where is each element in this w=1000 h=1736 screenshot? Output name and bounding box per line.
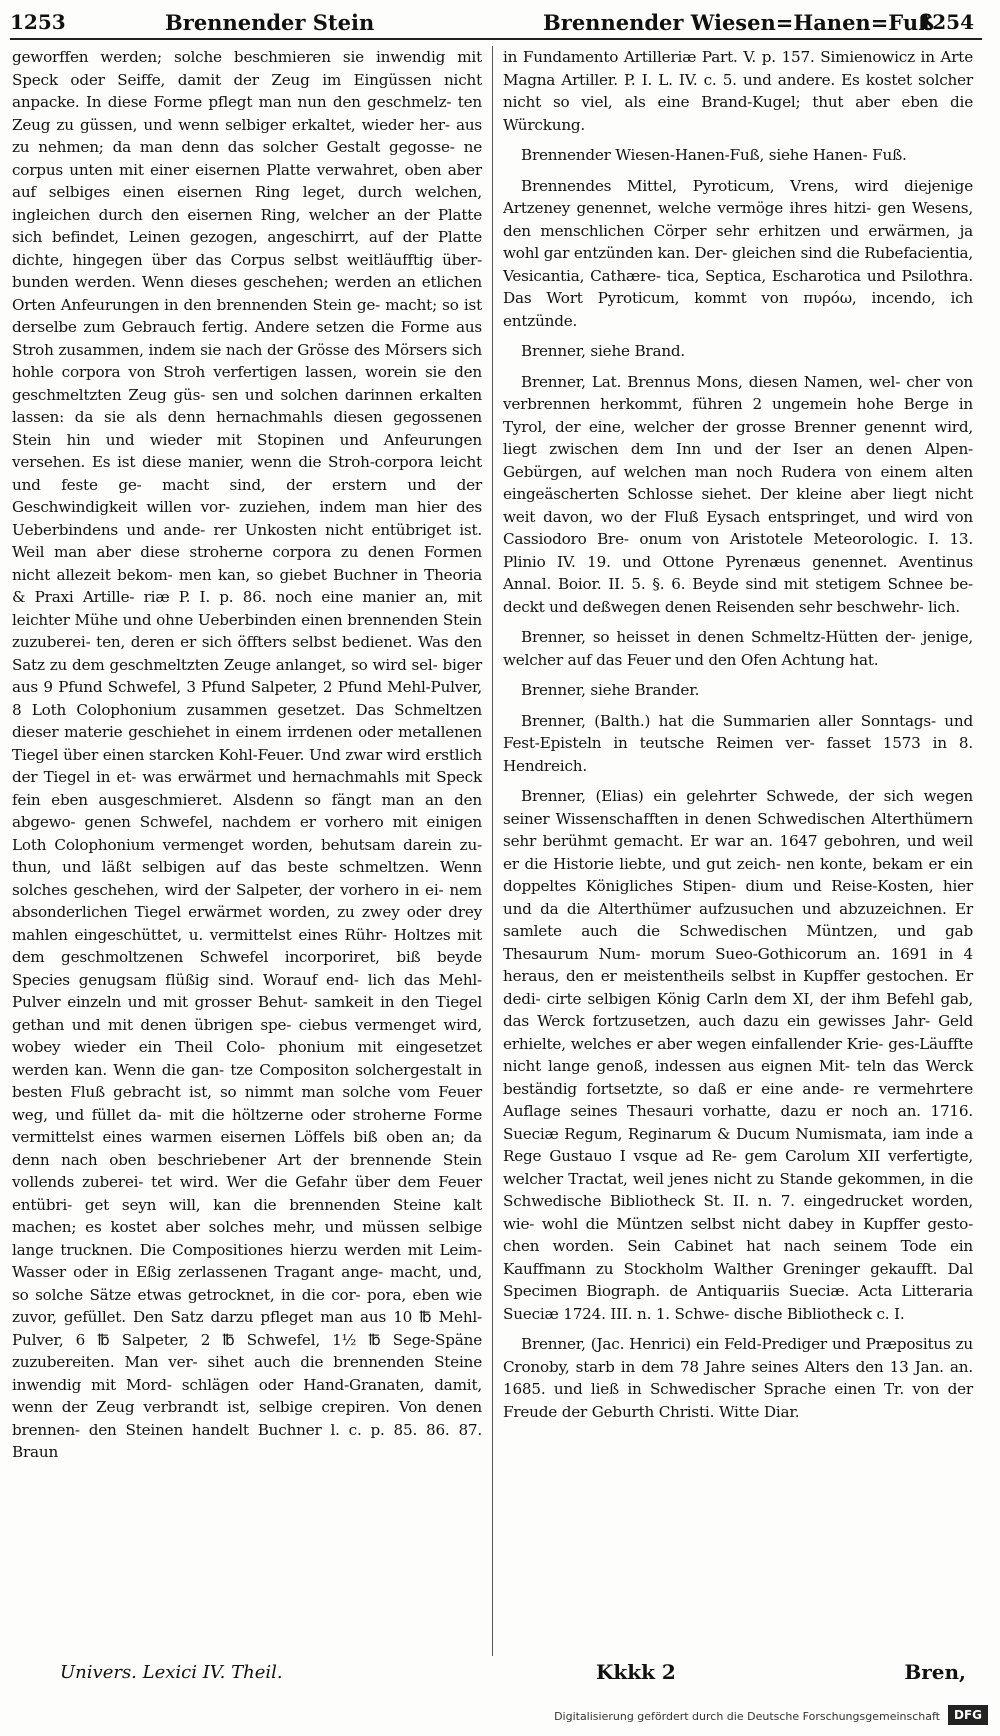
entry-brenner-brander: Brenner, siehe Brander. <box>521 681 700 699</box>
entry-continuation: in Fundamento Artilleriæ Part. V. p. 157. Simienowicz in Arte Magna Artiller. P. I. L. IV. c. 5. und andere. Es kostet solcher nicht so viel, als eine Brand-Kugel; thut aber eben die Würckung. <box>503 48 973 134</box>
column-divider <box>492 46 493 1656</box>
header-rule <box>10 38 982 40</box>
left-column <box>12 46 482 1472</box>
dfg-logo: DFG <box>948 1705 988 1725</box>
entry-brenner-huetten: Brenner, so heisset in denen Schmeltz-Hütten der- jenige, welcher auf das Feuer und den Ofen Achtung hat. <box>503 628 973 669</box>
quire-mark: Kkkk 2 <box>596 1660 676 1684</box>
entry-brenner-jac: Brenner, (Jac. Henrici) ein Feld-Prediger und Præpositus zu Cronoby, starb in dem 78 Jahre seines Alters den 13 Jan. an. 1685. und ließ in Schwedischer Sprache einen Tr. von der Freude der Geburth Christi. Witte Diar. <box>503 1335 973 1421</box>
running-header <box>0 2 1000 40</box>
left-paragraph: geworffen werden; solche beschmieren sie inwendig mit Speck oder Seiffe, damit der Zeug im Eingüssen nicht anpacke. In diese Forme pflegt man nun den geschmelz- ten Zeug zu güssen, und wenn selbiger erkaltet, wieder her- aus zu nehmen; da man denn das solcher Gestalt gegosse- ne corpus unten mit einer eisernen Platte verwahret, oben aber auf selbiges einen eisernen Ring leget, durch welchen, ingleichen durch den eisernen Ring, welcher an der Platte sich befindet, Leinen gezogen, angeschirrt, auf der Platte dichte, hingegen über das Corpus selbst weitläufftig über- bunden werden. Wenn dieses geschehen; werden an etlichen Orten Anfeurungen in den brennenden Stein ge- macht; so ist derselbe zum Gebrauch fertig. Andere setzen die Forme aus Stroh zusammen, indem sie nach der Grösse des Mörsers sich hohle corpora von Stroh verfertigen lassen, worein sie den geschmeltzten Zeug güs- sen und solchen darinnen erkalten lassen: da sie als denn hernachmahls diesen gegossenen Stein hin und wieder mit Stopinen und Anfeurungen versehen. Es ist diese manier, wenn die Stroh-corpora leicht und feste ge- macht sind, der erstern und der Geschwindigkeit willen vor- zuziehen, indem man hier des Ueberbindens und ande- rer Unkosten nicht entübriget ist. Weil man aber diese stroherne corpora zu denen Formen nicht allezeit bekom- men kan, so giebet Buchner in Theoria & Praxi Artille- riæ P. I. p. 86. noch eine manier an, mit leichter Mühe und ohne Ueberbinden einen brennenden Stein zuzuberei- ten, deren er sich öffters selbst bedienet. Was den Satz zu dem geschmeltzten Zeuge anlanget, so wird sel- biger aus 9 Pfund Schwefel, 3 Pfund Salpeter, 2 Pfund Mehl-Pulver, 8 Loth Colophonium zusammen gesetzet. Das Schmeltzen dieser materie geschiehet in einem irrdenen oder metallenen Tiegel über einen starcken Kohl-Feuer. Und zwar wird erstlich der Tiegel in et- was erwärmet und hernachmahls mit Speck fein eben ausgeschmieret. Alsdenn so fängt man an den abgewo- genen Schwefel, nachdem er vorhero mit einigen Loth Colophonium vermenget worden, behutsam darein zu- thun, und läßt selbigen auf das beste schmeltzen. Wenn solches geschehen, wird der Salpeter, der vorhero in ei- nem absonderlichen Tiegel erwärmet worden, zu zwey oder drey mahlen eingeschüttet, u. vermittelst eines Rühr- Holtzes mit dem geschmoltzenen Schwefel incorporiret, biß beyde Species genugsam flüßig sind. Worauf end- lich das Mehl-Pulver einzeln und mit grosser Behut- samkeit in den Tiegel gethan und mit denen übrigen spe- ciebus vermenget wird, wobey wieder ein Theil Colo- phonium mit eingesetzet werden kan. Wenn die gan- tze Compositon solchergestalt in besten Fluß gebracht ist, so nimmt man solche vom Feuer weg, und füllet da- mit die höltzerne oder stroherne Forme vermittelst eines warmen eisernen Löffels biß oben an; da denn nach oben beschriebener Art der brennende Stein vollends zuberei- tet wird. Wer die Gefahr über dem Feuer entübri- get seyn will, kan die brennenden Steine kalt machen; es kostet aber solches mehr, und müssen selbige lange trucknen. Die Compositiones hierzu werden mit Leim-Wasser oder in Eßig zerlassenen Tragant ange- macht, und, so solche Sätze etwas getrocknet, in die cor- pora, eben wie zuvor, gefüllet. Den Satz darzu pfleget man aus 10 ℔ Mehl-Pulver, 6 ℔ Salpeter, 2 ℔ Schwefel, 1½ ℔ Sege-Späne zuzubereiten. Man ver- sihet auch die brennenden Steine inwendig mit Mord- schlägen oder Hand-Granaten, damit, wenn der Zeug verbrandt ist, selbige crepiren. Von denen brennen- den Steinen handelt Buchner l. c. p. 85. 86. 87. Braun <box>12 48 482 1461</box>
page-footer <box>0 1654 1000 1696</box>
entry-brenner-mons: Brenner, Lat. Brennus Mons, diesen Namen, wel- cher von verbrennen herkommt, führen 2 ungemein hohe Berge in Tyrol, der eine, welcher der grosse Brenner genennt wird, liegt zwischen dem Inn und der Iser an denen Alpen-Gebürgen, auf welchen man noch Rudera von einem alten eingeäscherten Schlosse siehet. Der kleine aber liegt nicht weit davon, wo der Fluß Eysach entspringet, und wird von Cassiodoro Bre- onum von Aristotele Meteorologic. I. 13. Plinio IV. 19. und Ottone Pyrenæus genennet. Aventinus Annal. Boior. II. 5. §. 6. Beyde sind mit stetigem Schnee be- deckt und deßwegen denen Reisenden sehr beschwehr- lich. <box>503 372 973 616</box>
signature-line: Univers. Lexici IV. Theil. <box>60 1662 283 1683</box>
digitization-credit: Digitalisierung gefördert durch die Deutsche Forschungsgemeinschaft <box>554 1710 940 1723</box>
entry-brenner-balth: Brenner, (Balth.) hat die Summarien aller Sonntags- und Fest-Episteln in teutsche Reimen ver- fasset 1573 in 8. Hendreich. <box>503 711 973 775</box>
running-head-left: Brennender Stein <box>165 10 375 35</box>
running-head-right: Brennender Wiesen=Hanen=Fuß <box>543 10 935 35</box>
page-number-left: 1253 <box>10 10 66 34</box>
entry-brennender-wiesen: Brennender Wiesen-Hanen-Fuß, siehe Hanen- Fuß. <box>521 146 907 164</box>
entry-brennendes-mittel: Brennendes Mittel, Pyroticum, Vrens, wird diejenige Artzeney genennet, welche vermöge ihres hitzi- gen Wesens, den menschlichen Cörper sehr erhitzen und erwärmen, ja wohl gar entzünden kan. Der- gleichen sind die Rubefacientia, Vesicantia, Cathære- tica, Septica, Escharotica und Psilothra. Das Wort Pyroticum, kommt von πυρόω, incendo, ich entzünde. <box>503 176 973 330</box>
entry-brenner-elias: Brenner, (Elias) ein gelehrter Schwede, der sich wegen seiner Wissenschafften in denen Schwedischen Alterthümern sehr berühmt gemacht. Er war an. 1647 gebohren, und weil er die Historie liebte, und gut zeich- nen konte, bekam er ein doppeltes Königliches Stipen- dium und Reise-Kosten, hier und da die Alterthümer aufzusuchen und abzuzeichnen. Er samlete auch die Schwedischen Müntzen, und gab Thesaurum Num- morum Sueo-Gothicorum an. 1691 in 4 heraus, den er meistentheils selbst in Kupffer gestochen. Er dedi- cirte selbigen König Carln dem XI, der ihm Befehl gab, das Werck fortzusetzen, auch dazu ein gewisses Jahr- Geld erhielte, welches er aber wegen einfallender Krie- ges-Läuffte nicht lange genoß, indessen aus eignen Mit- teln das Werck beständig fortsetzte, so daß er eine ande- re vermehrtere Auflage seines Thesauri vorhatte, dazu er noch an. 1716. Sueciæ Regum, Reginarum & Ducum Numismata, iam inde a Rege Gustauo I vsque ad Re- gem Carolum XII verfertigte, welcher Tractat, weil jenes nicht zu Stande gekommen, in die Schwedische Bibliotheck St. II. n. 7. eingedrucket worden, wie- wohl die Müntzen selbst nicht dabey in Kupffer gesto- chen worden. Sein Cabinet hat nach seinem Tode ein Kauffmann zu Stockholm Walther Greninger gekaufft. Dal Specimen Biograph. de Antiquariis Sueciæ. Acta Litteraria Sueciæ 1724. III. n. 1. Schwe- dische Bibliotheck c. I. <box>503 787 973 1323</box>
entry-brenner-brand: Brenner, siehe Brand. <box>521 342 686 360</box>
right-column <box>503 46 973 1431</box>
page-number-right: 1254 <box>918 10 974 34</box>
catchword: Bren, <box>904 1660 966 1684</box>
